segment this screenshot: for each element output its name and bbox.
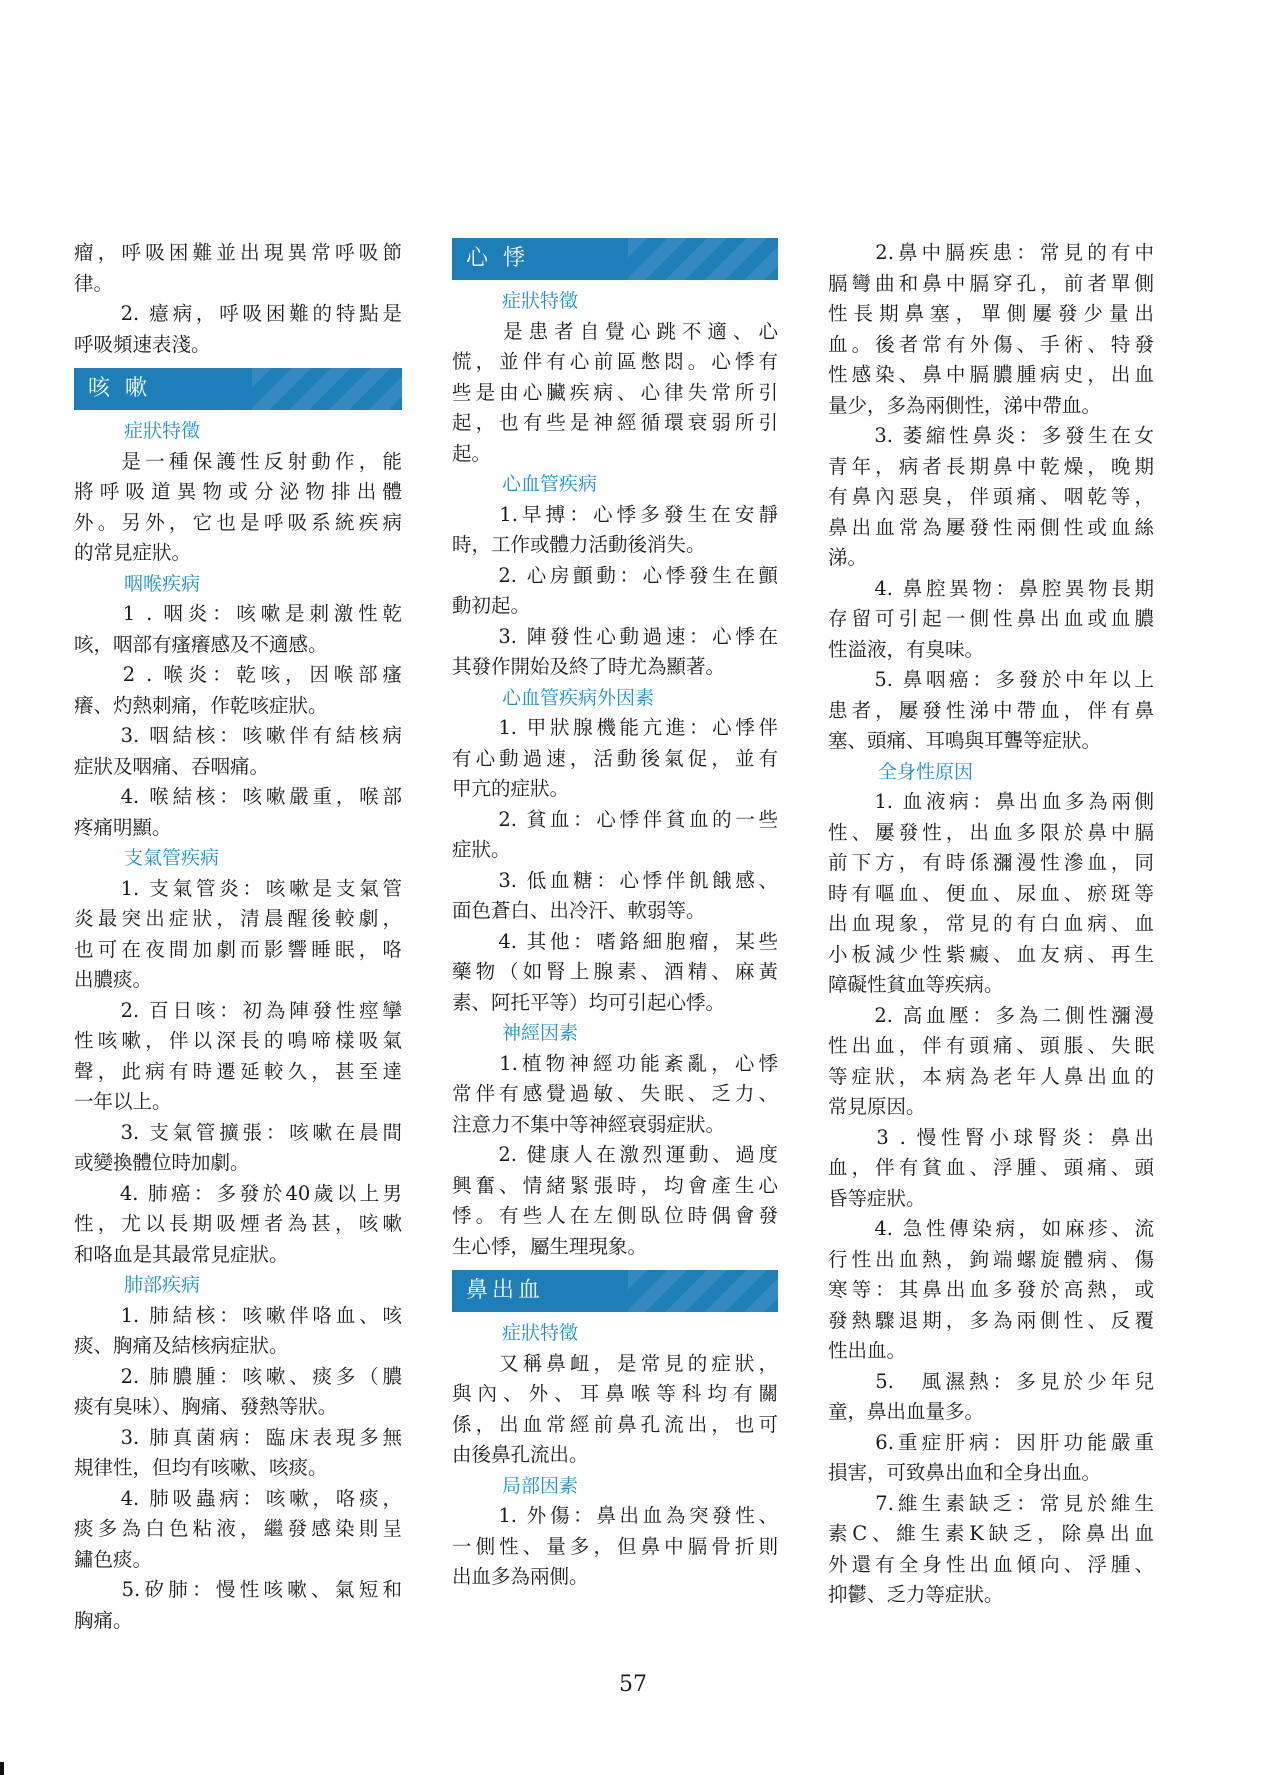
text-line: 常見原因。 [828, 1095, 926, 1118]
text-line: 3. 萎縮性鼻炎：多發生在女 [828, 424, 1154, 447]
page-number: 57 [619, 1672, 647, 1697]
text-line: 4. 肺癌：多發於40歲以上男 [74, 1181, 402, 1205]
section-heading [452, 1270, 778, 1312]
text-line: 1. 甲狀腺機能亢進：心悸伴 [452, 716, 778, 739]
text-line: 寒等：其鼻出血多發於高熱，或 [828, 1278, 1154, 1301]
text-line: 2. 貧血：心悸伴貧血的一些 [452, 807, 778, 831]
text-line: 7.維生素缺乏：常見於維生 [828, 1491, 1154, 1515]
text-line: 外。另外，它也是呼吸系統疾病 [74, 510, 402, 534]
text-line: 2. 癔病，呼吸困難的特點是 [74, 302, 402, 325]
heading-decoration [628, 238, 778, 280]
subheading: 支氣管疾病 [124, 847, 220, 869]
text-line: 3. 陣發性心動過速：心悸在 [452, 624, 778, 648]
text-line: 起，也有些是神經循環衰弱所引 [452, 411, 778, 434]
text-line: 藥物（如腎上腺素、酒精、麻黃 [452, 960, 778, 983]
column-right [828, 238, 1154, 1611]
text-line: 時，工作或體力活動後消失。 [452, 533, 706, 556]
text-line: 6.重症肝病：因肝功能嚴重 [828, 1430, 1154, 1454]
text-line: 的常見症狀。 [74, 541, 192, 564]
text-line: 症狀及咽痛、吞咽痛。 [74, 754, 270, 778]
text-line: 4. 急性傳染病，如麻疹、流 [828, 1217, 1154, 1240]
text-line: 1.早搏：心悸多發生在安靜 [452, 502, 778, 526]
text-line: 性出血，伴有頭痛、頭脹、失眠 [828, 1034, 1154, 1057]
text-line: 一年以上。 [74, 1090, 172, 1113]
subheading: 心血管疾病 [502, 473, 598, 495]
text-line: 或變換體位時加劇。 [74, 1151, 250, 1174]
text-line: 發熱驟退期，多為兩側性、反覆 [828, 1308, 1154, 1332]
text-line: 癢、灼熱刺痛，作乾咳症狀。 [74, 693, 328, 717]
text-line: 出膿痰。 [74, 968, 153, 991]
text-line: 2.鼻中膈疾患：常見的有中 [828, 241, 1154, 264]
text-line: 2. 心房顫動：心悸發生在顫 [452, 563, 778, 587]
text-line: 2. 百日咳：初為陣發性痙攣 [74, 998, 402, 1022]
text-line: 5. 鼻咽癌：多發於中年以上 [828, 668, 1154, 691]
text-line: 和咯血是其最常見症狀。 [74, 1242, 289, 1266]
subheading: 神經因素 [502, 1022, 579, 1044]
column-left [74, 238, 402, 1636]
text-line: 外還有全身性出血傾向、浮腫、 [828, 1552, 1154, 1576]
text-line: 3. 低血糖：心悸伴飢餓感、 [452, 868, 778, 892]
text-line: 將呼吸道異物或分泌物排出體 [74, 480, 402, 503]
text-line: 3. 支氣管擴張：咳嗽在晨間 [74, 1120, 402, 1144]
text-line: 涕。 [828, 546, 868, 569]
text-line: 行性出血熱，鉤端螺旋體病、傷 [828, 1247, 1154, 1271]
text-line: 3. 咽結核：咳嗽伴有結核病 [74, 724, 402, 747]
text-line: 也可在夜間加劇而影響睡眠，咯 [74, 937, 402, 961]
subheading: 症狀特徵 [502, 1322, 579, 1344]
text-line: 鼻出血常為屢發性兩側性或血絲 [828, 515, 1154, 539]
text-line: 性感染、鼻中膈膿腫病史，出血 [828, 363, 1154, 386]
section-heading [452, 238, 778, 280]
subheading: 心血管疾病外因素 [502, 686, 655, 709]
text-line: 昏等症狀。 [828, 1186, 926, 1210]
section-heading-label: 心 悸 [466, 246, 529, 271]
text-line: 是一種保護性反射動作，能 [74, 449, 402, 473]
heading-decoration [252, 368, 402, 410]
text-line: 1. 支氣管炎：咳嗽是支氣管 [74, 876, 402, 900]
text-line: 塞、頭痛、耳鳴與耳聾等症狀。 [828, 729, 1102, 752]
subheading: 症狀特徵 [502, 290, 579, 312]
subheading: 全身性原因 [878, 760, 974, 783]
text-line: 性，尤以長期吸煙者為甚，咳嗽 [74, 1212, 402, 1235]
text-line: 性出血。 [828, 1339, 907, 1362]
text-line: 4. 其他：嗜鉻細胞瘤，某些 [452, 929, 778, 953]
text-line: 其發作開始及終了時尤為顯著。 [452, 655, 726, 678]
text-line: 性長期鼻塞，單側屢發少量出 [828, 302, 1154, 325]
text-line: 甲亢的症狀。 [452, 777, 570, 800]
text-line: 有鼻內惡臭，伴頭痛、咽乾等， [828, 485, 1154, 508]
text-line: 生心悸，屬生理現象。 [452, 1234, 648, 1258]
text-line: 4. 肺吸蟲病：咳嗽，咯痰， [74, 1486, 402, 1510]
text-line: 1. 血液病：鼻出血多為兩側 [828, 790, 1154, 813]
text-line: 損害，可致鼻出血和全身出血。 [828, 1461, 1102, 1484]
text-line: 興奮、情緒緊張時，均會產生心 [452, 1173, 778, 1197]
text-line: 出血現象，常見的有白血病、血 [828, 912, 1154, 935]
text-line: 悸。有些人在左側臥位時偶會發 [452, 1204, 778, 1227]
text-line: 聲，此病有時遷延較久，甚至達 [74, 1059, 402, 1083]
text-line: 痰、胸痛及結核病症狀。 [74, 1334, 289, 1357]
text-line: 胸痛。 [74, 1608, 133, 1632]
text-line: 患者，屢發性涕中帶血，伴有鼻 [828, 698, 1154, 722]
text-line: 鏽色痰。 [74, 1547, 153, 1571]
text-line: 1 . 咽炎：咳嗽是刺激性乾 [74, 602, 402, 625]
text-line: 症狀。 [452, 838, 511, 861]
text-line: 性溢液，有臭味。 [828, 637, 985, 661]
text-line: 規律性，但均有咳嗽、咳痰。 [74, 1456, 328, 1479]
text-line: 注意力不集中等神經衰弱症狀。 [452, 1112, 726, 1136]
text-line: 2 . 喉炎：乾咳，因喉部瘙 [74, 663, 402, 686]
text-line: 小板減少性紫癜、血友病、再生 [828, 942, 1154, 966]
text-line: 常伴有感覺過敏、失眠、乏力、 [452, 1082, 778, 1105]
text-line: 炎最突出症狀，清晨醒後較劇， [74, 907, 402, 930]
text-line: 2. 肺膿腫：咳嗽、痰多（膿 [74, 1364, 402, 1388]
text-line: 3. 肺真菌病：臨床表現多無 [74, 1425, 402, 1449]
section-heading-label: 鼻出血 [466, 1278, 545, 1303]
section-heading-label: 咳 嗽 [88, 376, 151, 401]
text-line: 痰有臭味）、胸痛、發熱等狀。 [74, 1395, 338, 1418]
text-line: 些是由心臟疾病、心律失常所引 [452, 380, 778, 404]
text-line: 起。 [452, 441, 492, 465]
subheading: 局部因素 [502, 1474, 579, 1497]
scan-edge-mark [0, 1762, 4, 1775]
subheading: 咽喉疾病 [124, 572, 201, 595]
text-line: 是患者自覺心跳不適、心 [452, 319, 778, 343]
text-line: 1. 外傷：鼻出血為突發性、 [452, 1504, 778, 1527]
text-line: 律。 [74, 271, 114, 295]
text-line: 2. 健康人在激烈運動、過度 [452, 1143, 778, 1166]
text-line: 一側性、量多，但鼻中膈骨折則 [452, 1534, 778, 1558]
text-line: 動初起。 [452, 594, 531, 617]
text-line: 又稱鼻衄，是常見的症狀， [452, 1351, 778, 1375]
text-line: 面色蒼白、出冷汗、軟弱等。 [452, 899, 706, 922]
text-line: 抑鬱、乏力等症狀。 [828, 1583, 1004, 1606]
text-line: 呼吸頻速表淺。 [74, 332, 211, 356]
column-middle [452, 238, 778, 1593]
section-heading [74, 368, 402, 410]
text-line: 疼痛明顯。 [74, 815, 172, 839]
text-line: 5.矽肺：慢性咳嗽、氣短和 [74, 1578, 402, 1601]
text-line: 量少，多為兩側性，涕中帶血。 [828, 393, 1102, 417]
text-line: 4. 鼻腔異物：鼻腔異物長期 [828, 576, 1154, 600]
text-line: 痰多為白色粘液，繼發感染則呈 [74, 1517, 402, 1540]
text-line: 有心動過速，活動後氣促，並有 [452, 746, 778, 770]
subheading: 症狀特徵 [124, 420, 201, 442]
subheading: 肺部疾病 [124, 1274, 201, 1296]
text-line: 性、屢發性，出血多限於鼻中膈 [828, 820, 1154, 844]
text-line: 4. 喉結核：咳嗽嚴重，喉部 [74, 785, 402, 808]
text-line: 前下方，有時係瀰漫性滲血，同 [828, 851, 1154, 874]
text-line: 存留可引起一側性鼻出血或血膿 [828, 607, 1154, 630]
text-line: 3 . 慢性腎小球腎炎：鼻出 [828, 1125, 1154, 1149]
text-line: 與內、外、耳鼻喉等科均有關 [452, 1382, 778, 1405]
text-line: 係，出血常經前鼻孔流出，也可 [452, 1412, 778, 1436]
text-line: 咳，咽部有瘙癢感及不適感。 [74, 632, 328, 656]
text-line: 2. 高血壓：多為二側性瀰漫 [828, 1003, 1154, 1027]
text-line: 童，鼻出血量多。 [828, 1400, 985, 1423]
text-line: 青年，病者長期鼻中乾燥，晚期 [828, 454, 1154, 478]
text-line: 1.植物神經功能紊亂，心悸 [452, 1051, 778, 1075]
text-line: 慌，並伴有心前區憋悶。心悸有 [452, 350, 778, 373]
text-line: 障礙性貧血等疾病。 [828, 973, 1004, 996]
heading-decoration [628, 1270, 778, 1312]
text-line: 出血多為兩側。 [452, 1565, 589, 1588]
text-line: 性咳嗽，伴以深長的鳴啼樣吸氣 [74, 1029, 402, 1052]
text-line: 膈彎曲和鼻中膈穿孔，前者單側 [828, 271, 1154, 295]
text-line: 血。後者常有外傷、手術、特發 [828, 332, 1154, 356]
text-line: 瘤，呼吸困難並出現異常呼吸節 [74, 241, 402, 264]
text-line: 素、阿托平等）均可引起心悸。 [452, 990, 726, 1014]
text-line: 5. 風濕熱：多見於少年兒 [828, 1369, 1154, 1393]
text-line: 時有嘔血、便血、尿血、瘀斑等 [828, 881, 1154, 905]
text-line: 由後鼻孔流出。 [452, 1443, 589, 1466]
text-line: 素C、維生素K缺乏，除鼻出血 [828, 1522, 1154, 1545]
text-line: 1. 肺結核：咳嗽伴咯血、咳 [74, 1303, 402, 1327]
text-line: 血，伴有貧血、浮腫、頭痛、頭 [828, 1156, 1154, 1179]
text-line: 等症狀，本病為老年人鼻出血的 [828, 1064, 1154, 1088]
